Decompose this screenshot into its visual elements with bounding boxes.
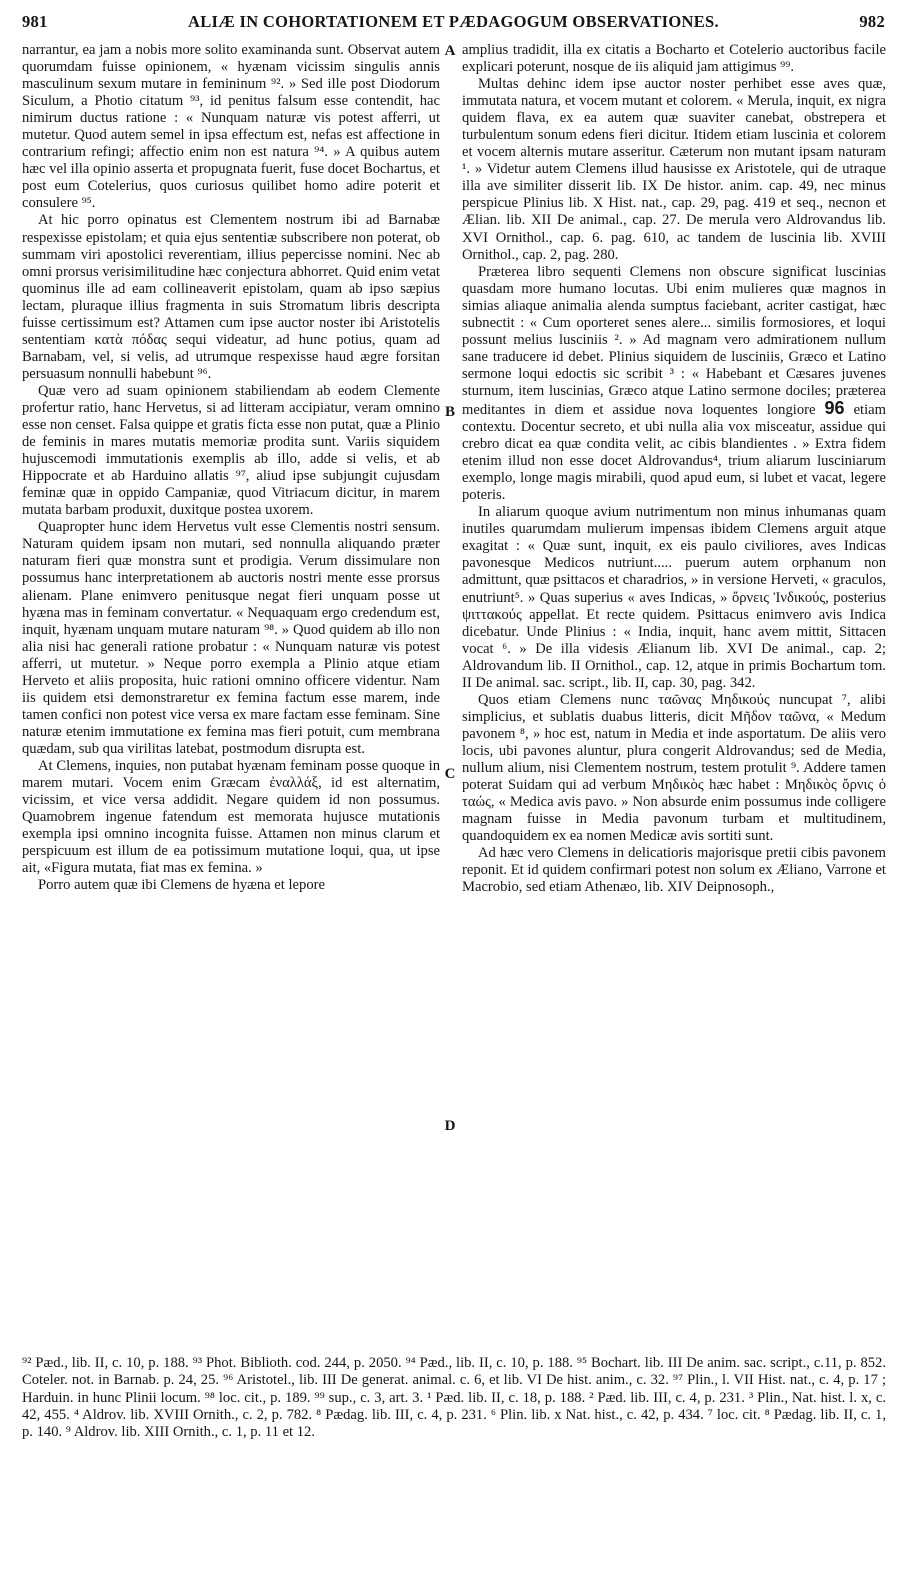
paragraph: amplius tradidit, illa ex citatis a Bocharto et Cotelerio auctoribus facile explicari poterunt, nosque de iis aliquid jam attigimus ⁹⁹. — [462, 42, 886, 76]
paragraph: Quos etiam Clemens nunc ταῶνας Μηδικούς nuncupat ⁷, alibi simplicius, et sublatis duabus litteris, dicit Μῆδον ταῶνα, « Medum pavonem ⁸, » hoc est, natum in Media et inde asportatum. De aliis vero locis, ubi pavones aluntur, plura congerit Aldrovandus; sed de Media, nullum alium, nisi Clementem nostrum, testem protulit ⁹. Addere tamen poterat Suidam qui ad verbum Μηδικὸς hæc habet : Μηδικὸς ὄρνις ὁ ταώς, « Medica avis pavo. » Non absurde enim possumus inde colligere magnam fuisse in Media pavonum turbam et multitudinem, quandoquidem ex ea nomen Medicæ avis sortiti sunt. — [462, 691, 886, 845]
margin-letter-a: A — [444, 43, 456, 59]
page-number-right: 982 — [859, 12, 885, 31]
running-header — [22, 12, 885, 36]
margin-letter-c: C — [444, 766, 456, 782]
running-title: ALIÆ IN COHORTATIONEM ET PÆDAGOGUM OBSERVATIONES. — [188, 12, 719, 31]
paragraph: In aliarum quoque avium nutrimentum non minus inhumanas quam inutiles quarumdam mulierum impensas ibidem Clemens arguit atque exagitat : « Quæ sunt, inquit, ex eis paulo civiliores, aves Indicas pavonesque Medicos nutriunt..... puerum autem orphanum non admittunt, quæ psittacos et charadrios, » in versione Herveti, « graculos, enutriunt⁵. » Quas superius « aves Indicas, » ὄρνεις Ἰνδικούς, posterius ψιττακούς appellat. Et recte quidem. Psittacus enimvero avis Indica dicebatur. Unde Plinius : « India, inquit, hanc avem mittit, Sittacen vocat ⁶. » De illa videsis Ælianum lib. XVI De animal., cap. 2; Aldrovandum lib. II Ornithol., cap. 12, atque in primis Bochartum tom. II De animal. sac. script., lib. II, cap. 30, pag. 342. — [462, 504, 886, 691]
paragraph: Quapropter hunc idem Hervetus vult esse Clementis nostri sensum. Naturam quidem ipsam non mutari, sed nonnulla aliquando præter naturam fieri quæ monstra sunt et prodigia. Verum dissimulare non possumus hanc interpretationem ab auctoris nostri mente esse prorsus alienam. Plane enimvero penitusque negat fieri unquam posse ut hyæna mas in feminam convertatur. « Nequaquam ergo credendum est, inquit, hyænam unquam mutare naturam ⁹⁸. » Quod quidem ab illo non alia nisi hac generali ratione probatur : « Nunquam naturæ vis potest afferri, ut mutetur. » Neque porro exempla a Plinio atque etiam Herveto et aliis proposita, huic rationi omnino officere videntur. Nam iis quidem etsi demonstraretur ex femina factum esse marem, inde tamen confici non potest vice versa ex mare factam esse feminam. Sine naturæ etenim immutatione ex femina mas fieri potuit, cum membrana quædam, sub qua virilitas latebat, postmodum disrupta est. — [22, 519, 440, 757]
paragraph: Porro autem quæ ibi Clemens de hyæna et lepore — [38, 877, 325, 894]
paragraph-text: etiam contextu. Docentur secreto, et ubi nulla alia vox misceatur, assidue qui crebro dicat ea quæ condita velit, ac cibis blandientes . » Extra fidem etenim illud non esse docet Aldrovandus⁴, trium aliarum lusciniarum exemplo, longe magis mirabili, quod apud eum, si lubet et vacat, legere poteris. — [462, 401, 886, 504]
margin-letter-d: D — [444, 1118, 456, 1134]
left-column — [22, 42, 440, 894]
footnote-block: ⁹² Pæd., lib. II, c. 10, p. 188. ⁹³ Phot. Biblioth. cod. 244, p. 2050. ⁹⁴ Pæd., lib. II, c. 10, p. 188. ⁹⁵ Bochart. lib. III De anim. sac. script., c.11, p. 852. Coteler. not. in Barnab. p. 24, 25. ⁹⁶ Aristotel., lib. III De generat. animal. c. 6, et lib. VI De hist. anim., c. 32. ⁹⁷ Plin., l. VII Hist. nat., c. 4, p. 17 ; Harduin. in hunc Plinii locum. ⁹⁸ loc. cit., p. 189. ⁹⁹ sup., c. 3, art. 3. ¹ Pæd. lib. II, c. 18, p. 188. ² Pæd. lib. III, c. 4, p. 231. ³ Plin., Nat. hist. l. x, c. 42, 455. ⁴ Aldrov. lib. XVIII Ornith., c. 2, p. 782. ⁸ Pædag. lib. III, c. 4, p. 231. ⁶ Plin. lib. x Nat. hist., c. 42, p. 434. ⁷ loc. cit. ⁸ Pædag. lib. II, c. 1, p. 140. ⁹ Aldrov. lib. XIII Ornith., c. 1, p. 11 et 12. — [22, 1355, 886, 1441]
page-number-left: 981 — [22, 12, 48, 31]
right-column — [462, 42, 886, 896]
paragraph: At Clemens, inquies, non putabat hyænam feminam posse quoque in marem mutari. Vocem enim Græcam ἐναλλάξ, id est alternatim, vicissim, et vice versa addidit. Negare quidem id non possumus. Quamobrem ingenue fatendum est memorata hujusce mutationis exempla ipsi omnino incognita fuisse. Attamen non minus clarum et perspicuum est illum de ea potissimum mutatione loqui, qua, ut ipse ait, «Figura mutata, fiat mas ex femina. » — [22, 757, 440, 877]
paragraph-text: Præterea libro sequenti Clemens non obscure significat luscinias quasdam more humano locutas. Ubi enim mulieres quæ magnos in simias aliaque animalia alenda sumptus faciebant, acriter castigat, hæc subnectit : « Cum oporteret senes alere... similis formosiores, et loqui possunt melius lusciniis ². » Ad magnam vero admirationem nullum sane traducere id debet. Plinius siquidem de lusciniis, Græco et Latino sermone loqui edoctis sic scribit ³ : « Habebant et Cæsares juvenes sturnum, item luscinias, Græco atque Latino sermone dociles; præterea meditantes in diem et assidue nova loquentes longiore — [462, 263, 886, 418]
inline-marker: 96 — [824, 397, 845, 418]
paragraph — [462, 264, 886, 505]
paragraph: Multas dehinc idem ipse auctor noster perhibet esse aves quæ, immutata natura, et vocem mutant et colorem. « Merula, inquit, ex nigra quidem flava, ex ea autem quæ suaviter canebat, obstrepera et turbulentum sonum edens fieri dicitur. Itidem etiam luscinia et colorem et vocem alternis mutare asseritur. Cæterum non mutant ipsam naturam ¹. » Videtur autem Clemens illud hausisse ex Aristotele, qui de utraque illa ave similiter disserit lib. IX De histor. anim. cap. 49, nec minus perspicue Plinius lib. X Hist. nat., cap. 29, pag. 419 et seq., necnon et Ælian. lib. XII De animal., cap. 27. De merula vero Aldrovandus lib. XVI Ornithol., cap. 6. pag. 610, ac tandem de luscinia lib. XVIII Ornithol., cap. 2, pag. 280. — [462, 76, 886, 263]
paragraph: narrantur, ea jam a nobis more solito examinanda sunt. Observat autem quorumdam fuisse opinionem, « hyænam vicissim singulis annis masculinum sexum mutare in femininum ⁹². » Sed ille post Diodorum Siculum, a Photio citatum ⁹³, id penitus falsum esse contendit, hac nimirum ductus ratione : « Nunquam naturæ vis potest afferri, ut mutetur. Quod autem semel in ipsa effectum est, nefas est affectione in contrarium refingi; affectio enim non est natura ⁹⁴. » A quibus autem hæc vel illa opinio asserta et propugnata fuerit, fuse docet Bochartus, et post eum Cotelerius, quos curiosus quilibet homo adire poterit et consulere ⁹⁵. — [22, 42, 440, 212]
paragraph: At hic porro opinatus est Clementem nostrum ibi ad Barnabæ respexisse epistolam; et quia ejus sententiæ subscribere non poterat, ob summam viri apostolici reverentiam, illius pepercisse nomini. Nec ab omni prorsus verisimilitudine hæc conjectura abhorret. Quid enim vetat quominus ille ad eam collineaverit epistolam, quam ab ipso sæpius lectam, pluraque illius fragmenta in suis Stromatum libris descripta fuisse certissimum est? Attamen cum ipse auctor noster ibi Aristotelis sententiam κατὰ πόδας sequi videatur, ad hunc potius, quam ad Barnabam, vel, si velis, ad utrumque respexisse haud ægre forsitan persuasum nonnulli habebunt ⁹⁶. — [22, 212, 440, 382]
margin-letter-b: B — [444, 404, 455, 420]
footnotes — [22, 1355, 886, 1441]
paragraph: Ad hæc vero Clemens in delicatioris majorisque pretii cibis pavonem reponit. Et id quidem confirmari potest non solum ex Æliano, Varrone et Macrobio, sed etiam Athenæo, lib. XIV Deipnosoph., — [462, 845, 886, 896]
paragraph: Quæ vero ad suam opinionem stabiliendam ab eodem Clemente profertur ratio, hanc Hervetus, si ad litteram accipiatur, veram omnino esse non censet. Falsa quippe et gratis ficta esse non putat, quæ a Plinio de feminis in mares mutatis memoriæ prodita sunt. Variis siquidem hujuscemodi immutationis exemplis ab illo, adde si velis, et ab Hippocrate et ab Harduino allatis ⁹⁷, aliud ipse subjungit cujusdam feminæ quæ in oppido Campaniæ, quod Vitriacum dicitur, in marem mutata barbam produxit, duxitque postea uxorem. — [22, 382, 440, 519]
